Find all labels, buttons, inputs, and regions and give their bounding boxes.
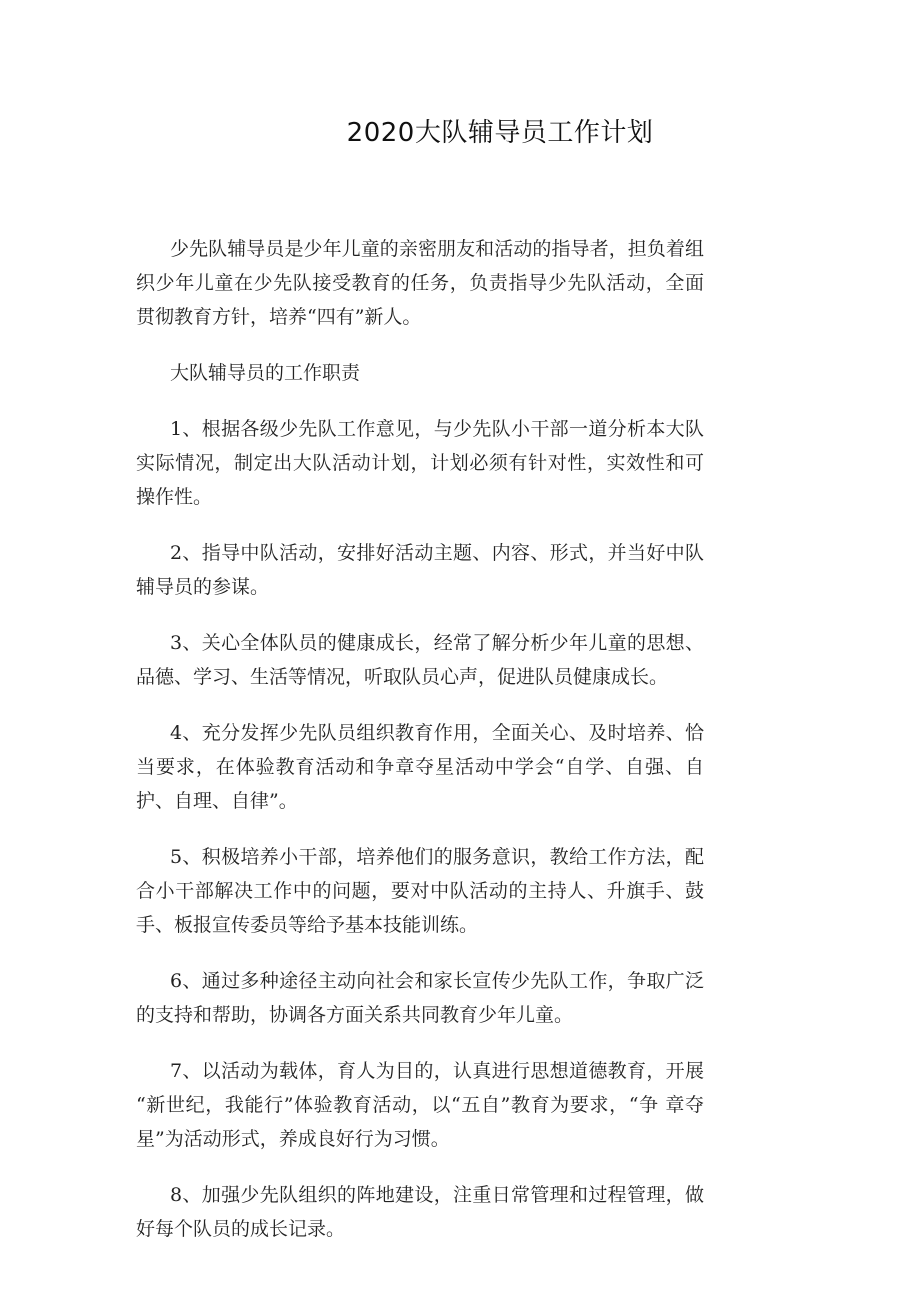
duty-item-6: 6、通过多种途径主动向社会和家长宣传少先队工作，争取广泛 的支持和帮助，协调各方面关系共同教育少年儿童。 bbox=[136, 970, 704, 1026]
duty-item-2: 2、指导中队活动，安排好活动主题、内容、形式，并当好中队 辅导员的参谋。 bbox=[136, 542, 704, 598]
duty-item-3: 3、关心全体队员的健康成长，经常了解分析少年儿童的思想、 品德、学习、生活等情况，听取队员心声，促进队员健康成长。 bbox=[136, 632, 704, 688]
duty-item-4: 4、充分发挥少先队员组织教育作用，全面关心、及时培养、恰 当要求，在体验教育活动和争章夺星活动中学会“自学、自强、自 护、自理、自律”。 bbox=[136, 722, 704, 812]
duty-item-8: 8、加强少先队组织的阵地建设，注重日常管理和过程管理，做 好每个队员的成长记录。 bbox=[136, 1184, 704, 1240]
duty-item-1: 1、根据各级少先队工作意见，与少先队小干部一道分析本大队 实际情况，制定出大队活动计划，计划必须有针对性，实效性和可 操作性。 bbox=[136, 418, 704, 508]
duty-item-5: 5、积极培养小干部，培养他们的服务意识，教给工作方法，配 合小干部解决工作中的问题，要对中队活动的主持人、升旗手、鼓 手、板报宣传委员等给予基本技能训练。 bbox=[136, 846, 704, 936]
document-title: 2020大队辅导员工作计划 bbox=[346, 118, 654, 148]
document-body bbox=[136, 232, 704, 1268]
duties-heading: 大队辅导员的工作职责 bbox=[170, 362, 361, 384]
intro-paragraph: 少先队辅导员是少年儿童的亲密朋友和活动的指导者，担负着组 织少年儿童在少先队接受教育的任务，负责指导少先队活动，全面 贯彻教育方针，培养“四有”新人。 bbox=[136, 238, 704, 328]
duty-item-7: 7、以活动为载体，育人为目的，认真进行思想道德教育，开展 “新世纪，我能行”体验教育活动，以“五自”教育为要求，“争 章夺星”为活动形式，养成良好行为习惯。 bbox=[136, 1060, 704, 1150]
